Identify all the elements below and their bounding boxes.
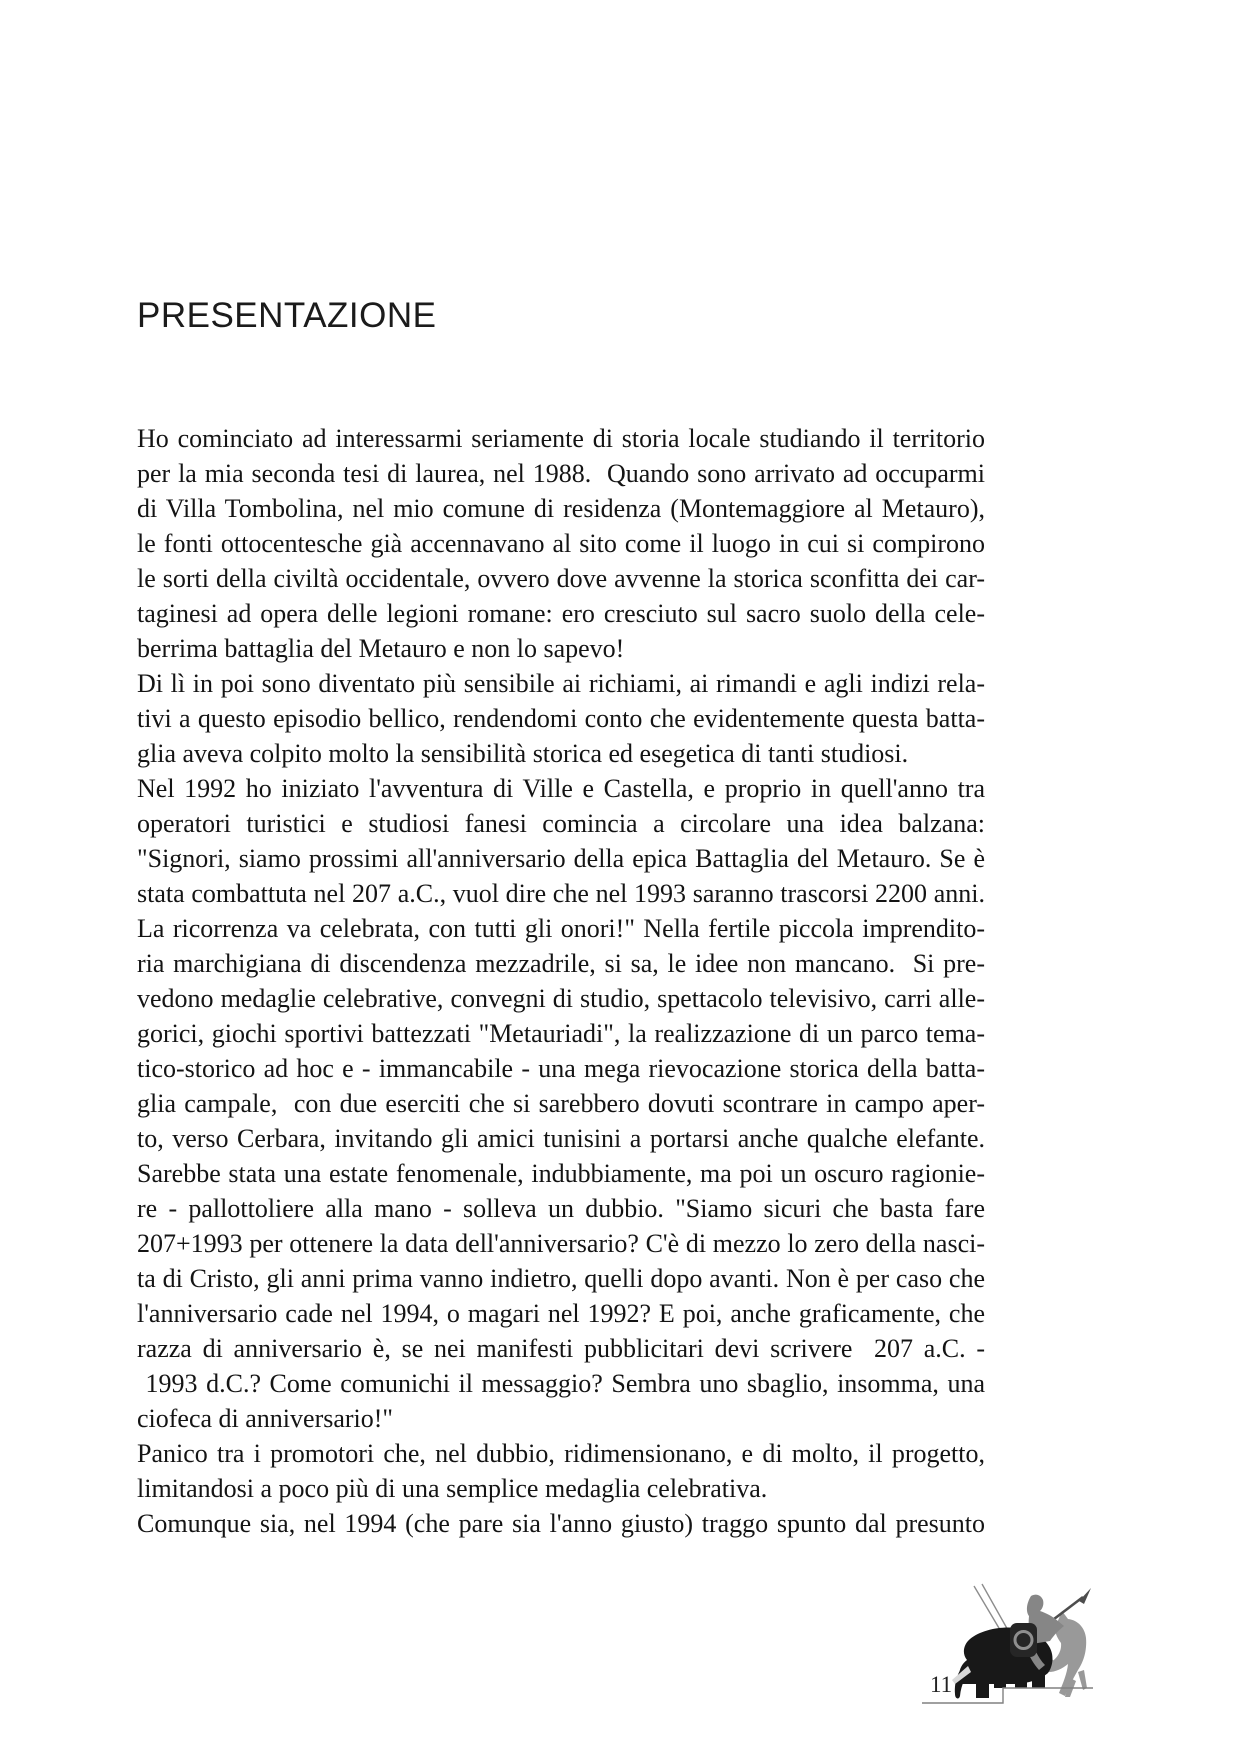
- text-line: stata combattuta nel 207 a.C., vuol dire che nel 1993 saranno trascorsi 2200 anni.: [137, 879, 985, 908]
- text-line: ria marchigiana di discendenza mezzadrile, si sa, le idee non mancano. Si pre-: [137, 949, 985, 978]
- text-line: La ricorrenza va celebrata, con tutti gli onori!" Nella fertile piccola imprendito-: [137, 914, 985, 943]
- shield-icon: [1010, 1623, 1037, 1657]
- text-line: di Villa Tombolina, nel mio comune di residenza (Montemaggiore al Metauro),: [137, 494, 985, 523]
- page-number: 11: [930, 1672, 953, 1697]
- text-line: 1993 d.C.? Come comunichi il messaggio? Sembra uno sbaglio, insomma, una: [137, 1369, 985, 1398]
- text-line: Sarebbe stata una estate fenomenale, indubbiamente, ma poi un oscuro ragionie-: [137, 1159, 985, 1188]
- text-line: berrima battaglia del Metauro e non lo sapevo!: [137, 634, 625, 663]
- text-line: glia aveva colpito molto la sensibilità storica ed esegetica di tanti studiosi.: [137, 739, 909, 768]
- text-line: razza di anniversario è, se nei manifesti pubblicitari devi scrivere 207 a.C. -: [137, 1334, 985, 1363]
- body-text: [137, 421, 985, 1541]
- text-line: tivi a questo episodio bellico, rendendomi conto che evidentemente questa batta-: [137, 704, 985, 733]
- text-line: ciofeca di anniversario!": [137, 1404, 394, 1433]
- text-line: Panico tra i promotori che, nel dubbio, ridimensionano, e di molto, il progetto,: [137, 1439, 985, 1468]
- text-line: Ho cominciato ad interessarmi seriamente di storia locale studiando il territorio: [137, 424, 985, 453]
- text-line: ta di Cristo, gli anni prima vanno indietro, quelli dopo avanti. Non è per caso che: [137, 1264, 985, 1293]
- text-line: tico-storico ad hoc e - immancabile - una mega rievocazione storica della batta-: [137, 1054, 985, 1083]
- page-title: PRESENTAZIONE: [137, 296, 437, 335]
- text-line: gorici, giochi sportivi battezzati "Metauriadi", la realizzazione di un parco tema-: [137, 1019, 985, 1048]
- text-line: Comunque sia, nel 1994 (che pare sia l'anno giusto) traggo spunto dal presunto: [137, 1509, 985, 1538]
- text-line: to, verso Cerbara, invitando gli amici tunisini a portarsi anche qualche elefante.: [137, 1124, 985, 1153]
- text-line: re - pallottoliere alla mano - solleva un dubbio. "Siamo sicuri che basta fare: [137, 1194, 985, 1223]
- text-line: glia campale, con due eserciti che si sarebbero dovuti scontrare in campo aper-: [137, 1089, 985, 1118]
- text-line: operatori turistici e studiosi fanesi comincia a circolare una idea balzana:: [137, 809, 985, 838]
- text-line: limitandosi a poco più di una semplice medaglia celebrativa.: [137, 1474, 768, 1503]
- text-line: 207+1993 per ottenere la data dell'anniversario? C'è di mezzo lo zero della nasci-: [137, 1229, 985, 1258]
- text-line: le sorti della civiltà occidentale, ovvero dove avvenne la storica sconfitta dei car-: [137, 564, 985, 593]
- text-line: Nel 1992 ho iniziato l'avventura di Ville e Castella, e proprio in quell'anno tra: [137, 774, 985, 803]
- text-line: le fonti ottocentesche già accennavano al sito come il luogo in cui si compirono: [137, 529, 985, 558]
- text-line: vedono medaglie celebrative, convegni di studio, spettacolo televisivo, carri alle-: [137, 984, 985, 1013]
- text-line: per la mia seconda tesi di laurea, nel 1988. Quando sono arrivato ad occuparmi: [137, 459, 985, 488]
- text-line: Di lì in poi sono diventato più sensibile ai richiami, ai rimandi e agli indizi rela-: [137, 669, 985, 698]
- text-line: "Signori, siamo prossimi all'anniversario della epica Battaglia del Metauro. Se è: [137, 844, 985, 873]
- text-line: taginesi ad opera delle legioni romane: ero cresciuto sul sacro suolo della cele-: [137, 599, 985, 628]
- text-line: l'anniversario cade nel 1994, o magari nel 1992? E poi, anche graficamente, che: [137, 1299, 985, 1328]
